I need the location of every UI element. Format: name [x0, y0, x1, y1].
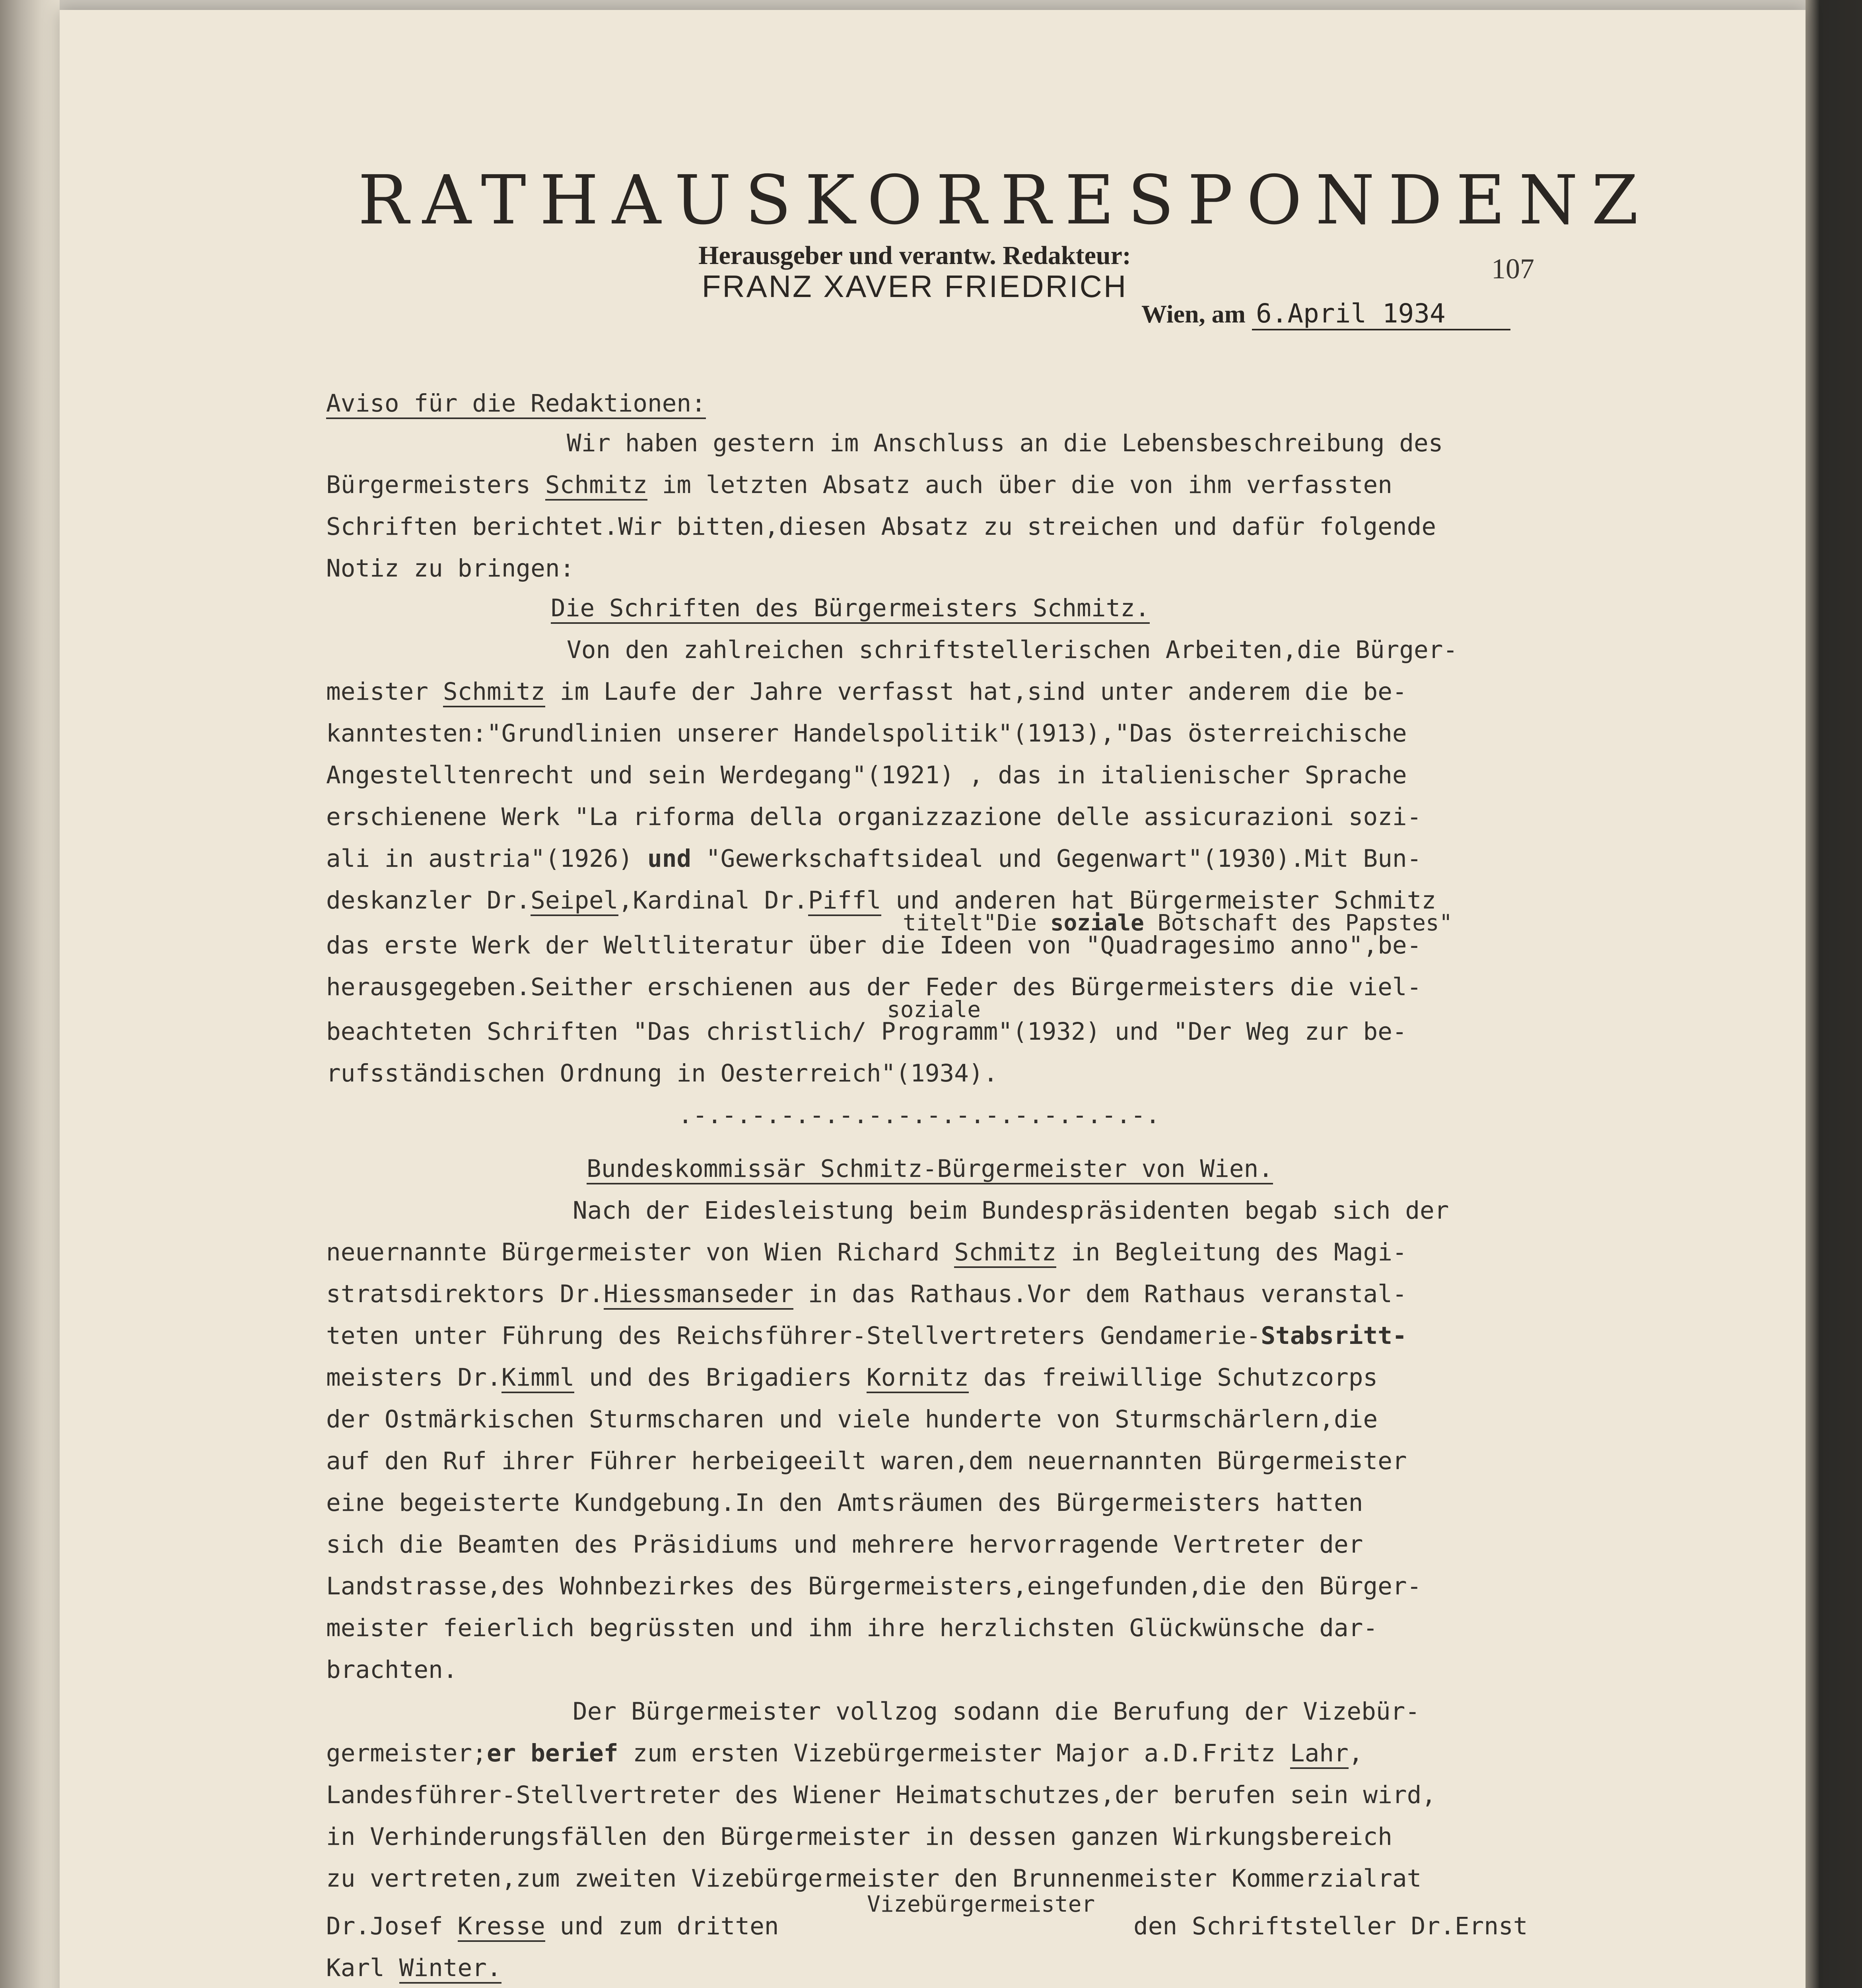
text-segment: er berief [486, 1739, 618, 1767]
text-segment: Stabsritt- [1261, 1322, 1407, 1350]
text-segment: "Gewerkschaftsideal und Gegenwart"(1930).Mit Bun- [706, 845, 1422, 873]
text-segment: Botschaft des Papstes" [1157, 910, 1453, 936]
name-schmitz: Schmitz [954, 1238, 1056, 1268]
article1-line-2 [326, 678, 1407, 706]
text-segment: soziale [1050, 910, 1144, 936]
article1-line-11: rufsständischen Ordnung in Oesterreich"(1934). [326, 1059, 998, 1087]
article1-line-10: beachteten Schriften "Das christlich/ Programm"(1932) und "Der Weg zur be- [326, 1017, 1407, 1046]
text-segment: Bürgermeisters [326, 471, 531, 499]
publisher-line: Herausgeber und verantw. Redakteur: [698, 241, 1131, 270]
text-segment: teten unter Führung des Reichsführer-Stellvertreters Gendamerie- [326, 1322, 1261, 1350]
editor-name: FRANZ XAVER FRIEDRICH [702, 269, 1128, 304]
text-segment: neuernannte Bürgermeister von Wien Richard [326, 1238, 940, 1266]
article2-line-11: meister feierlich begrüssten und ihm ihre herzlichsten Glückwünsche dar- [326, 1614, 1378, 1642]
article2-line-8: eine begeisterte Kundgebung.In den Amtsräumen des Bürgermeisters hatten [326, 1489, 1363, 1517]
text-segment: im Laufe der Jahre verfasst hat,sind unter anderem die be- [560, 678, 1407, 706]
article2-interlinear-vizebuergermeister: Vizebürgermeister [867, 1891, 1095, 1917]
notice-heading [326, 390, 706, 417]
article2-line-5 [326, 1364, 1378, 1392]
article2-line-7: auf den Ruf ihrer Führer herbeigeeilt waren,dem neuernannten Bürgermeister [326, 1447, 1407, 1475]
notice-line-3: Schriften berichtet.Wir bitten,diesen Absatz zu streichen und dafür folgende [326, 513, 1436, 541]
text-segment: Karl [326, 1954, 385, 1982]
name-piffl: Piffl [808, 886, 881, 916]
article1-interlinear-soziale: soziale [887, 997, 981, 1023]
notice-line-2 [326, 471, 1392, 499]
article2-line-14 [326, 1740, 1363, 1767]
article1-title [551, 594, 1150, 622]
article1-separator: .-.-.-.-.-.-.-.-.-.-.-.-.-.-.-.-. [678, 1101, 1160, 1129]
article1-line-6 [326, 845, 1421, 873]
name-schmitz: Schmitz [443, 678, 545, 707]
text-segment: Dr.Josef [326, 1912, 443, 1940]
document-page [60, 10, 1806, 1988]
scan-background-edge [1806, 0, 1862, 1988]
article2-title [587, 1155, 1273, 1183]
text-segment: und [647, 845, 692, 873]
text-segment: in Begleitung des Magi- [1071, 1238, 1407, 1266]
notice-line-1: Wir haben gestern im Anschluss an die Lebensbeschreibung des [567, 429, 1443, 457]
notice-line-4: Notiz zu bringen: [326, 554, 575, 582]
text-segment: und anderen hat Bürgermeister Schmitz [896, 886, 1436, 914]
name-lahr: Lahr [1290, 1739, 1349, 1769]
dateline-prefix: Wien, am [1141, 300, 1246, 328]
text-segment: meisters Dr. [326, 1363, 501, 1392]
article2-line-18 [326, 1912, 779, 1940]
text-segment: stratsdirektors Dr. [326, 1280, 604, 1308]
article2-line-2 [326, 1239, 1407, 1266]
text-segment: ali in austria"(1926) [326, 845, 633, 873]
text-segment: und des Brigadiers [589, 1363, 852, 1392]
text-segment: germeister; [326, 1739, 487, 1767]
name-schmitz: Schmitz [545, 471, 647, 501]
article2-line-16: in Verhinderungsfällen den Bürgermeister in dessen ganzen Wirkungsbereich [326, 1823, 1392, 1851]
article1-line-5: erschienene Werk "La riforma della organizzazione delle assicurazioni sozi- [326, 803, 1422, 831]
name-seipel: Seipel [531, 886, 618, 916]
article2-line-10: Landstrasse,des Wohnbezirkes des Bürgermeisters,eingefunden,die den Bürger- [326, 1572, 1422, 1600]
name-hiessmanseder: Hiessmanseder [604, 1280, 793, 1310]
article2-line-12: brachten. [326, 1656, 458, 1684]
date-value: 6.April 1934 [1252, 298, 1510, 330]
article1-title-text: Die Schriften des Bürgermeisters Schmitz. [551, 594, 1150, 624]
article2-line-9: sich die Beamten des Präsidiums und mehrere hervorragende Vertreter der [326, 1530, 1363, 1559]
article2-line-19 [326, 1954, 501, 1982]
text-segment: deskanzler Dr. [326, 886, 531, 914]
article1-line-8: das erste Werk der Weltliteratur über die Ideen von "Quadragesimo anno",be- [326, 931, 1422, 959]
name-kresse: Kresse [458, 1912, 545, 1942]
article2-line-3 [326, 1280, 1407, 1308]
name-kimml: Kimml [501, 1363, 575, 1393]
article2-line-17: zu vertreten,zum zweiten Vizebürgermeister den Brunnenmeister Kommerzialrat [326, 1864, 1422, 1893]
text-segment: zum ersten Vizebürgermeister Major a.D.Fritz [633, 1739, 1276, 1767]
article2-line-15: Landesführer-Stellvertreter des Wiener Heimatschutzes,der berufen sein wird, [326, 1781, 1436, 1809]
dateline [1141, 298, 1510, 330]
article1-line-1: Von den zahlreichen schriftstellerischen Arbeiten,die Bürger- [567, 636, 1458, 664]
article2-line-18b: den Schriftsteller Dr.Ernst [1133, 1912, 1528, 1940]
article2-line-13: Der Bürgermeister vollzog sodann die Berufung der Vizebür- [573, 1697, 1420, 1726]
name-kornitz: Kornitz [867, 1363, 969, 1393]
article1-line-4: Angestelltenrecht und sein Werdegang"(1921) , das in italienischer Sprache [326, 761, 1407, 789]
article1-line-3: kanntesten:"Grundlinien unserer Handelspolitik"(1913),"Das österreichische [326, 719, 1407, 747]
text-segment: in das Rathaus.Vor dem Rathaus veranstal- [808, 1280, 1407, 1308]
article2-line-6: der Ostmärkischen Sturmscharen und viele hunderte von Sturmschärlern,die [326, 1405, 1378, 1433]
text-segment: im letzten Absatz auch über die von ihm verfassten [662, 471, 1392, 499]
text-segment: ,Kardinal Dr. [618, 886, 808, 914]
article2-line-4 [326, 1322, 1407, 1350]
text-segment: titelt"Die [903, 910, 1037, 936]
article2-line-1: Nach der Eidesleistung beim Bundespräsidenten begab sich der [573, 1196, 1449, 1225]
article1-line-9: herausgegeben.Seither erschienen aus der Feder des Bürgermeisters die viel- [326, 973, 1422, 1001]
text-segment: , [1348, 1739, 1363, 1767]
text-segment: und zum dritten [560, 1912, 779, 1940]
notice-heading-text: Aviso für die Redaktionen: [326, 389, 706, 419]
article2-title-text: Bundeskommissär Schmitz-Bürgermeister von Wien. [587, 1155, 1273, 1184]
text-segment: das freiwillige Schutzcorps [983, 1363, 1378, 1392]
text-segment: meister [326, 678, 429, 706]
page-number: 107 [1491, 253, 1534, 285]
book-binding-edge [0, 0, 60, 1988]
masthead-title: RATHAUSKORRESPONDENZ [358, 161, 1652, 240]
name-winter: Winter. [399, 1954, 501, 1984]
